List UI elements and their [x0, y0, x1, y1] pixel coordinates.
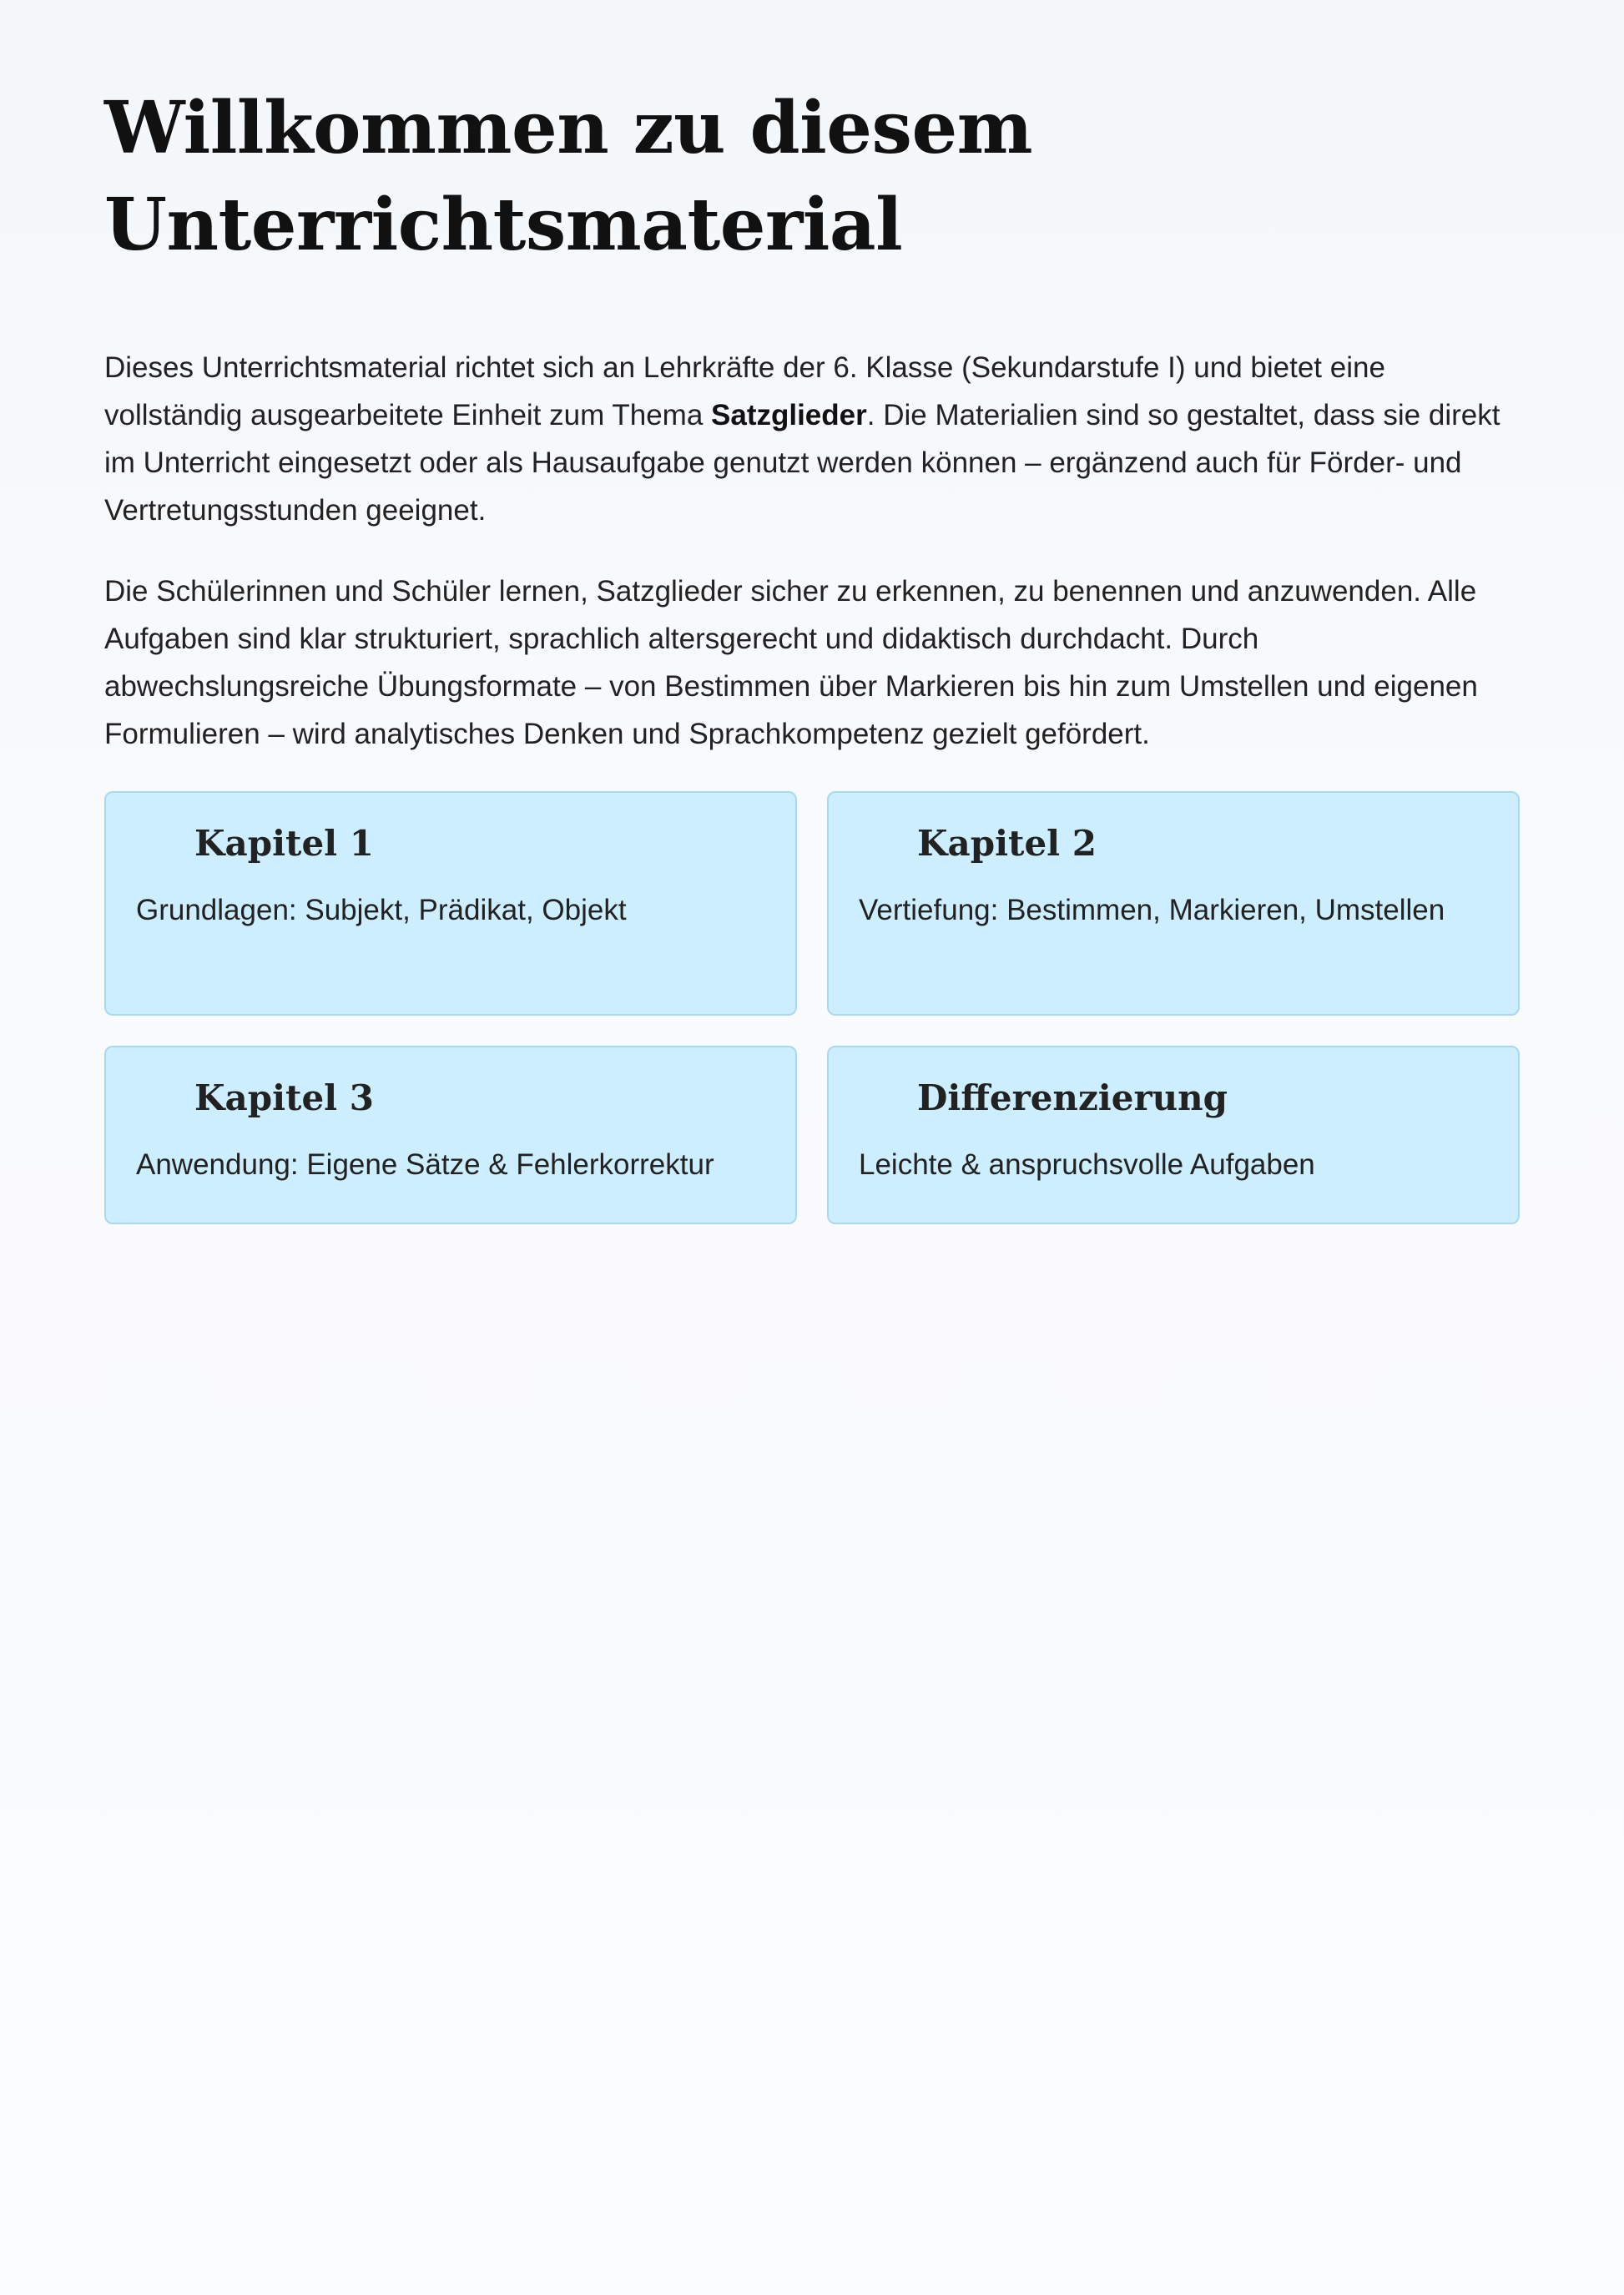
intro-section: [104, 344, 1520, 758]
card-title: Kapitel 3: [194, 1077, 374, 1118]
card-kapitel-1: [104, 791, 797, 1016]
card-kapitel-2: [827, 791, 1520, 1016]
page-title: [104, 80, 1520, 274]
intro-text-before: Dieses Unterrichtsmaterial richtet sich an Lehrkräfte der 6. Klasse (Sekundarstufe I) und bietet eine vollständig ausgearbeitete Einheit zum Thema: [104, 351, 1385, 431]
card-title: Kapitel 1: [194, 823, 374, 864]
card-title: Kapitel 2: [917, 823, 1097, 864]
card-title: Differenzierung: [917, 1077, 1228, 1118]
card-text: Grundlagen: Subjekt, Prädikat, Objekt: [136, 894, 627, 926]
intro-paragraph-1: [104, 344, 1520, 534]
card-differenzierung: [827, 1046, 1520, 1224]
intro-text-after: . Die Materialien sind so gestaltet, dass sie direkt im Unterricht eingesetzt oder als Hausaufgabe genutzt werden können – ergänzend auch für Förder- und Vertretungsstunden geeignet.: [104, 399, 1500, 527]
topic-highlight: Satzglieder: [711, 399, 867, 431]
card-text: Leichte & anspruchsvolle Aufgaben: [859, 1148, 1315, 1181]
intro-paragraph-2: Die Schülerinnen und Schüler lernen, Satzglieder sicher zu erkennen, zu benennen und anzuwenden. Alle Aufgaben sind klar strukturiert, sprachlich altersgerecht und didaktisch durchdacht. Durch abwechslungsreiche Übungsformate – von Bestimmen über Markieren bis hin zum Umstellen und eigenen Formulieren – wird analytisches Denken und Sprachkompetenz gezielt gefördert.: [104, 575, 1478, 750]
card-kapitel-3: [104, 1046, 797, 1224]
chapter-cards: [104, 791, 1520, 1224]
card-text: Anwendung: Eigene Sätze & Fehlerkorrektur: [136, 1148, 714, 1181]
card-text: Vertiefung: Bestimmen, Markieren, Umstellen: [859, 894, 1445, 926]
page-title-line-1: Willkommen zu diesem: [104, 86, 1033, 170]
page-title-line-2: Unterrichtsmaterial: [104, 183, 903, 267]
